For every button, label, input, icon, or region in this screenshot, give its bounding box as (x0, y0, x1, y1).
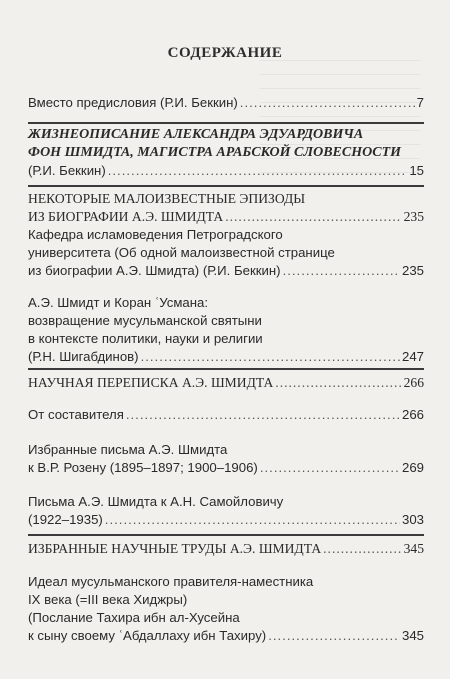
toc-entry-correspondence (28, 374, 424, 392)
section-divider (28, 534, 424, 536)
page-number: 235 (403, 209, 424, 224)
entry-title-line: Кафедра исламоведения Петроградского (28, 227, 283, 242)
entry-author: (Р.Н. Шигабдинов) (28, 349, 139, 364)
entry-title-line: От составителя (28, 407, 124, 422)
entry-title-line: А.Э. Шмидт и Коран ʿУсмана: (28, 295, 209, 310)
toc-entry-letters-samoylovich (28, 493, 424, 529)
entry-title-line: ИЗБРАННЫЕ НАУЧНЫЕ ТРУДЫ А.Э. ШМИДТА (28, 541, 322, 556)
toc-entry-department (28, 226, 424, 280)
entry-title-line: университета (Об одной малоизвестной странице (28, 245, 335, 260)
dot-leader (126, 406, 400, 424)
page-number: 247 (401, 349, 424, 364)
dot-leader (105, 511, 400, 529)
dot-leader (108, 162, 408, 180)
entry-author: (Р.И. Беккин) (28, 163, 106, 178)
toc-heading: СОДЕРЖАНИЕ (167, 45, 283, 61)
page-number: 266 (401, 407, 424, 422)
dot-leader (283, 262, 400, 280)
entry-title-line: Письма А.Э. Шмидта к А.Н. Самойловичу (28, 494, 284, 509)
entry-title-line: Идеал мусульманского правителя-наместника (28, 574, 314, 589)
entry-title-line: (Послание Тахира ибн ал-Хусейна (28, 610, 240, 625)
entry-title-line: возвращение мусульманской святыни (28, 313, 262, 328)
section-divider (28, 185, 424, 187)
page-number: 345 (401, 628, 424, 643)
entry-title-line: ИЗ БИОГРАФИИ А.Э. ШМИДТА (28, 209, 224, 224)
entry-title-line: НЕКОТОРЫЕ МАЛОИЗВЕСТНЫЕ ЭПИЗОДЫ (28, 191, 306, 206)
entry-title-line: в контексте политики, науки и религии (28, 331, 263, 346)
dot-leader (260, 459, 400, 477)
page-number: 266 (403, 375, 424, 390)
toc-entry-ideal-ruler (28, 573, 424, 645)
entry-title-line: из биографии А.Э. Шмидта) (Р.И. Беккин) (28, 263, 281, 278)
dot-leader (225, 208, 401, 226)
entry-title-line: IX века (=III века Хиджры) (28, 592, 188, 607)
entry-title-line: НАУЧНАЯ ПЕРЕПИСКА А.Э. ШМИДТА (28, 375, 274, 390)
page-number: 235 (401, 263, 424, 278)
entry-title-line: ЖИЗНЕОПИСАНИЕ АЛЕКСАНДРА ЭДУАРДОВИЧА (28, 127, 364, 142)
dot-leader (268, 627, 400, 645)
entry-title-line: Избранные письма А.Э. Шмидта (28, 442, 228, 457)
entry-title-line: ФОН ШМИДТА, МАГИСТРА АРАБСКОЙ СЛОВЕСНОСТИ (28, 145, 402, 160)
toc-entry-biography (28, 126, 424, 180)
page-number: 15 (409, 163, 424, 178)
page-number: 303 (401, 512, 424, 527)
entry-title-line: (1922–1935) (28, 512, 103, 527)
dot-leader (240, 94, 415, 112)
page-number: 345 (403, 541, 424, 556)
toc-entry-letters-rosen (28, 441, 424, 477)
page-number: 7 (416, 95, 424, 110)
section-divider (28, 122, 424, 124)
toc-entry-compiler (28, 406, 424, 424)
dot-leader (275, 374, 401, 392)
dot-leader (323, 540, 401, 558)
entry-title-line: к В.Р. Розену (1895–1897; 1900–1906) (28, 460, 258, 475)
toc-entry-selected-works (28, 540, 424, 558)
toc-entry-quran (28, 294, 424, 366)
dot-leader (141, 348, 400, 366)
page-number: 269 (401, 460, 424, 475)
entry-title: Вместо предисловия (Р.И. Беккин) (28, 95, 238, 110)
entry-title-line: к сыну своему ʿАбдаллаху ибн Тахиру) (28, 628, 267, 643)
section-divider (28, 368, 424, 370)
toc-entry-foreword (28, 94, 424, 112)
toc-entry-episodes (28, 190, 424, 226)
